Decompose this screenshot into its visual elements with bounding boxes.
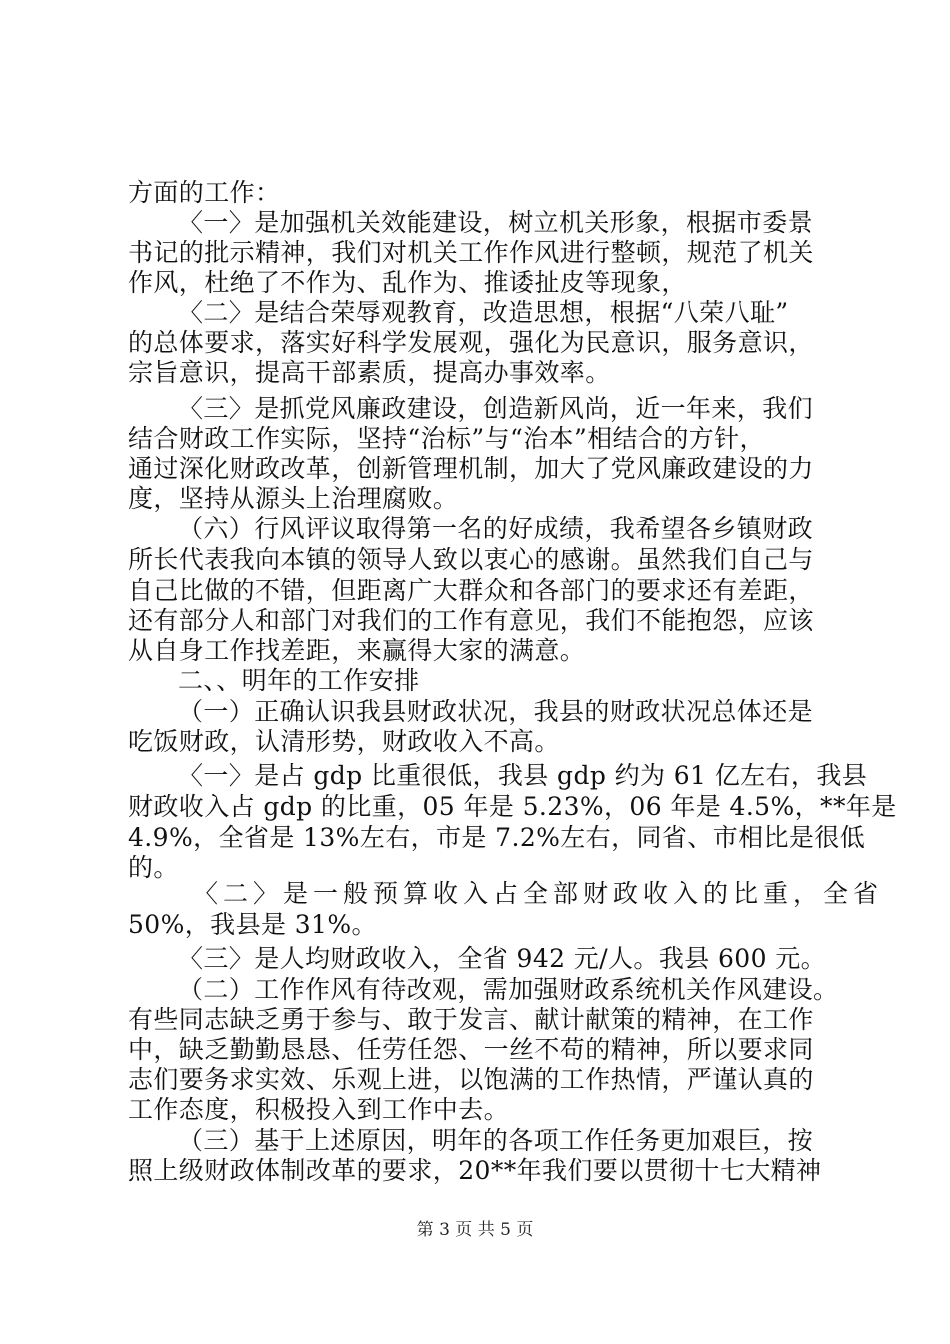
text-line: 50%，我县是 31%。	[128, 910, 377, 939]
text-line: 还有部分人和部门对我们的工作有意见，我们不能抱怨，应该	[128, 606, 814, 635]
text-line: （三）基于上述原因，明年的各项工作任务更加艰巨，按	[178, 1126, 814, 1155]
text-line: 结合财政工作实际，坚持“治标”与“治本”相结合的方针，	[128, 424, 765, 453]
text-line: （一）正确认识我县财政状况，我县的财政状况总体还是	[178, 697, 814, 726]
text-line: （六）行风评议取得第一名的好成绩，我希望各乡镇财政	[178, 514, 814, 543]
text-line: 〈三〉是人均财政收入，全省 942 元/人。我县 600 元。	[178, 944, 827, 973]
text-line: 工作态度，积极投入到工作中去。	[128, 1095, 510, 1124]
text-line: 作风，杜绝了不作为、乱作为、推诿扯皮等现象，	[128, 268, 687, 297]
text-line: 志们要务求实效、乐观上进，以饱满的工作热情，严谨认真的	[128, 1065, 814, 1094]
text-line: 的总体要求，落实好科学发展观，强化为民意识，服务意识，	[128, 328, 814, 357]
text-line: 有些同志缺乏勇于参与、敢于发言、献计献策的精神，在工作	[128, 1005, 814, 1034]
text-line: 〈二〉是结合荣辱观教育，改造思想，根据“八荣八耻”	[178, 298, 789, 327]
text-line: 照上级财政体制改革的要求，20**年我们要以贯彻十七大精神	[128, 1156, 822, 1185]
text-line: 所长代表我向本镇的领导人致以衷心的感谢。虽然我们自己与	[128, 545, 814, 574]
text-line: 〈三〉是抓党风廉政建设，创造新风尚，近一年来，我们	[178, 394, 814, 423]
text-line: 〈一〉是占 gdp 比重很低，我县 gdp 约为 61 亿左右，我县	[178, 761, 868, 790]
text-line: 中，缺乏勤勤恳恳、任劳任怨、一丝不苟的精神，所以要求同	[128, 1035, 814, 1064]
text-line: 〈二〉是一般预算收入占全部财政收入的比重，全省	[193, 879, 884, 908]
text-line: 吃饭财政，认清形势，财政收入不高。	[128, 727, 560, 756]
text-line: 宗旨意识，提高干部素质，提高办事效率。	[128, 358, 611, 387]
text-line: 〈一〉是加强机关效能建设，树立机关形象，根据市委景	[178, 208, 814, 237]
text-line: 通过深化财政改革，创新管理机制，加大了党风廉政建设的力	[128, 454, 814, 483]
text-line: 书记的批示精神，我们对机关工作作风进行整顿，规范了机关	[128, 238, 814, 267]
text-line: 财政收入占 gdp 的比重，05 年是 5.23%，06 年是 4.5%，**年是	[128, 792, 897, 821]
text-line: 度，坚持从源头上治理腐败。	[128, 484, 459, 513]
text-line: 从自身工作找差距，来赢得大家的满意。	[128, 636, 586, 665]
section-heading: 二、、明年的工作安排	[178, 666, 420, 695]
text-line: 的。	[128, 853, 179, 882]
text-line: （二）工作作风有待改观，需加强财政系统机关作风建设。	[178, 975, 839, 1004]
text-line: 自己比做的不错，但距离广大群众和各部门的要求还有差距，	[128, 576, 814, 605]
text-line: 方面的工作：	[128, 178, 281, 207]
page-footer: 第 3 页 共 5 页	[416, 1220, 534, 1240]
text-line: 4.9%，全省是 13%左右，市是 7.2%左右，同省、市相比是很低	[128, 823, 866, 852]
